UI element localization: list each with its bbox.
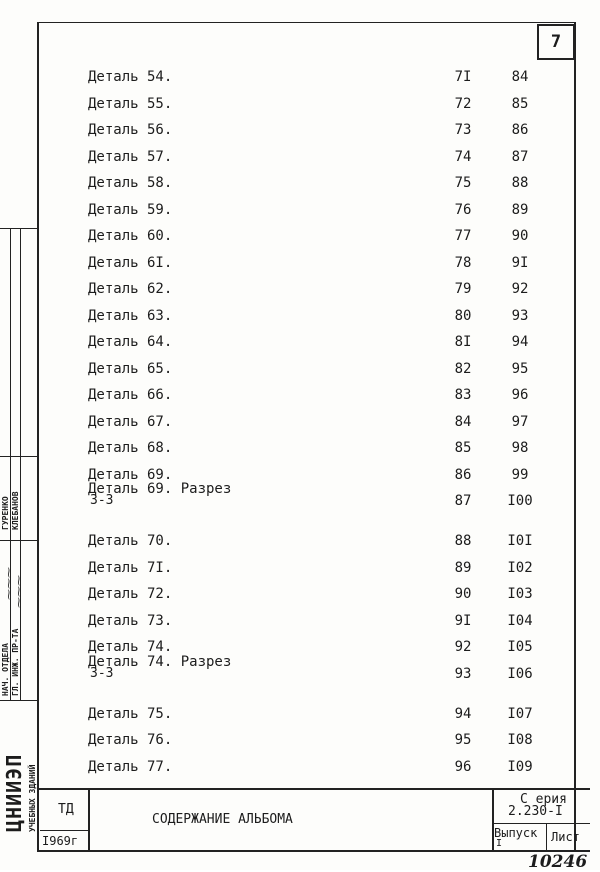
name-gurenko: ГУРЕНКО	[1, 496, 10, 530]
series-label: С ерия	[520, 792, 567, 807]
page-ref: 85	[511, 95, 529, 112]
detail-label: Деталь 54.	[88, 69, 173, 85]
contents-row	[0, 222, 600, 248]
page-ref: 98	[511, 440, 529, 456]
page-ref: 86	[511, 122, 529, 138]
contents-row	[0, 355, 600, 381]
sheet-number: 83	[454, 387, 472, 403]
page-ref: 97	[511, 413, 529, 430]
sheet-number: 73	[454, 122, 472, 138]
detail-label: Деталь 60.	[88, 228, 173, 244]
album-title: СОДЕРЖАНИЕ АЛЬБОМА	[152, 812, 293, 827]
page-ref: 84	[511, 69, 529, 85]
detail-label: Деталь 75.	[88, 705, 173, 722]
page-ref: 93	[511, 307, 529, 324]
detail-label: Деталь 59.	[88, 201, 173, 218]
detail-label: Деталь 67.	[88, 413, 173, 430]
detail-label: Деталь 66.	[88, 387, 173, 403]
section-label: 3-3	[90, 493, 114, 508]
contents-row	[0, 143, 600, 169]
detail-label: Деталь 69.	[88, 466, 173, 483]
sheet-number: 86	[454, 466, 472, 483]
page-ref: I0I	[507, 533, 533, 549]
sheet-number: 77	[454, 228, 472, 244]
contents-row	[0, 328, 600, 354]
contents-row	[0, 275, 600, 301]
sheet-number: 9I	[454, 612, 472, 629]
signature-1: ⁓⁓⁓	[2, 567, 15, 600]
contents-row	[0, 527, 600, 553]
detail-label: Деталь 57.	[88, 148, 173, 165]
organization-name: ЦНИИЭП	[2, 753, 26, 832]
series-value: 2.230-I	[508, 804, 563, 819]
sheet-number: 95	[454, 732, 472, 748]
sheet-label: Лист	[551, 830, 580, 844]
contents-row	[0, 90, 600, 116]
detail-label: Деталь 58.	[88, 175, 173, 191]
sheet-number: 89	[454, 559, 472, 576]
issue-label: Выпуск	[494, 826, 538, 840]
detail-label: Деталь 6I.	[88, 254, 173, 271]
sheet-number: 80	[454, 307, 472, 324]
sheet-number: 84	[454, 413, 472, 430]
contents-row	[0, 381, 600, 407]
frame-top-line	[37, 22, 575, 23]
detail-label: Деталь 62.	[88, 281, 173, 297]
detail-label: Деталь 65.	[88, 360, 173, 377]
page-ref: 99	[511, 466, 529, 483]
signature-2: ⁓⁓⁓	[12, 575, 25, 608]
frame-bottom-line	[37, 850, 590, 852]
page-ref: 94	[511, 334, 529, 350]
sheet-number: 90	[454, 586, 472, 602]
contents-row	[0, 116, 600, 142]
contents-row	[0, 700, 600, 726]
year-label: I969г	[42, 834, 79, 848]
sheet-number: 85	[454, 440, 472, 456]
contents-row	[0, 726, 600, 752]
detail-label: Деталь 72.	[88, 586, 173, 602]
contents-row	[0, 554, 600, 580]
page-ref: 90	[511, 228, 529, 244]
sheet-number: 72	[454, 95, 472, 112]
page-ref: I07	[507, 705, 533, 722]
detail-label: Деталь 7I.	[88, 559, 173, 576]
page-ref: I02	[507, 559, 533, 576]
sheet-number: 92	[454, 639, 472, 655]
detail-label: Деталь 69. Разрез 3-3	[88, 481, 232, 508]
detail-label: Деталь 73.	[88, 612, 173, 629]
page-ref: I04	[507, 612, 533, 629]
page-ref: I08	[507, 732, 533, 748]
contents-row	[0, 607, 600, 633]
section-label: 3-3	[90, 665, 114, 681]
detail-label: Деталь 70.	[88, 533, 173, 549]
page-ref: 88	[511, 175, 529, 191]
issue-value: I	[496, 838, 503, 849]
detail-label: Деталь 76.	[88, 732, 173, 748]
sheet-number: 76	[454, 201, 472, 218]
contents-row	[0, 249, 600, 275]
contents-row	[0, 753, 600, 779]
organization-subtitle: УЧЕБНЫХ ЗДАНИЙ	[28, 764, 37, 832]
contents-row	[0, 481, 600, 513]
contents-row	[0, 63, 600, 89]
page-ref: 95	[511, 360, 529, 377]
sheet-number: 88	[454, 533, 472, 549]
page-ref: I09	[507, 758, 533, 775]
contents-row	[0, 169, 600, 195]
sheet-number: 74	[454, 148, 472, 165]
role-head-of-department: НАЧ. ОТДЕЛА	[1, 643, 10, 696]
detail-label: Деталь 77.	[88, 758, 173, 775]
sheet-number: 7I	[454, 69, 472, 85]
page-ref: 9I	[511, 254, 529, 271]
sheet-number: 87	[454, 493, 472, 509]
sheet-number: 94	[454, 705, 472, 722]
contents-row	[0, 408, 600, 434]
sheet-number: 93	[454, 665, 472, 682]
contents-row	[0, 196, 600, 222]
sheet-number: 82	[454, 360, 472, 377]
page-ref: 89	[511, 201, 529, 218]
contents-row	[0, 580, 600, 606]
sheet-number: 8I	[454, 334, 472, 350]
sheet-number: 79	[454, 281, 472, 297]
sheet-number: 75	[454, 175, 472, 191]
role-chief-engineer: ГЛ. ИНЖ. ПР-ТА	[11, 628, 20, 696]
page-ref: I05	[507, 639, 533, 655]
page-ref: 87	[511, 148, 529, 165]
page-ref: 96	[511, 387, 529, 403]
detail-label: Деталь 63.	[88, 307, 173, 324]
page-ref: I00	[507, 493, 533, 509]
detail-label: Деталь 56.	[88, 122, 173, 138]
page-ref: I03	[507, 586, 533, 602]
page-ref: 92	[511, 281, 529, 297]
detail-label: Деталь 55.	[88, 95, 173, 112]
contents-row	[0, 434, 600, 460]
sheet-number: 96	[454, 758, 472, 775]
page-ref: I06	[507, 665, 533, 682]
name-klebanov: КЛЕБАНОВ	[11, 491, 20, 530]
detail-label: Деталь 64.	[88, 334, 173, 350]
detail-label: Деталь 74.	[88, 639, 173, 655]
detail-label: Деталь 68.	[88, 440, 173, 456]
sheet-number: 78	[454, 254, 472, 271]
contents-row	[0, 302, 600, 328]
document-number: 10246	[528, 852, 588, 872]
td-label: ТД	[58, 802, 74, 817]
page-number: 7	[537, 24, 575, 60]
detail-label: Деталь 74. Разрез 3-3	[88, 653, 232, 681]
